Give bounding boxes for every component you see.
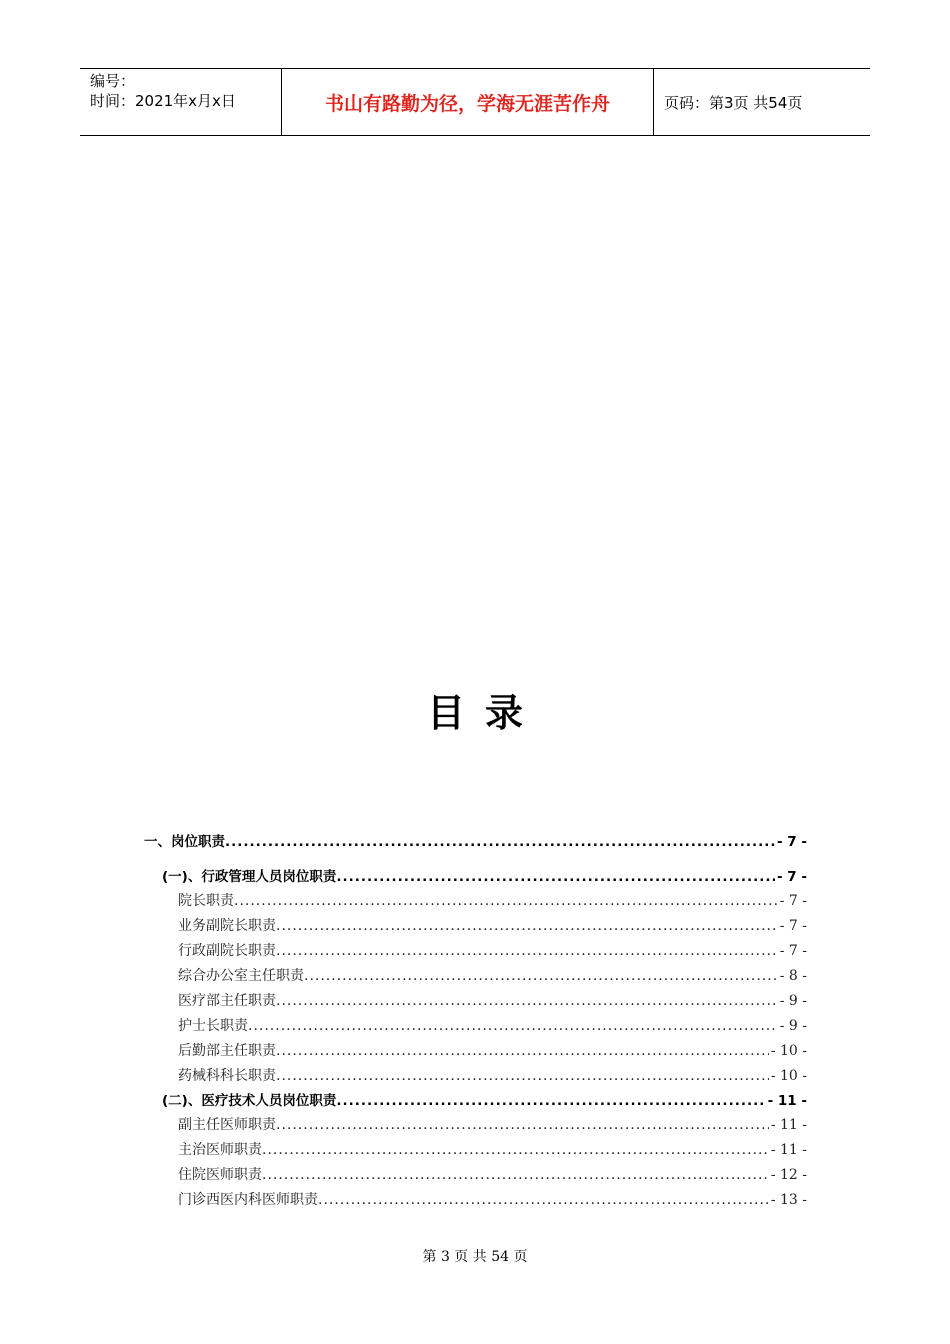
toc-entry-label: 副主任医师职责 xyxy=(178,1117,276,1133)
toc-entry-label: 住院医师职责 xyxy=(178,1167,262,1183)
toc-leader xyxy=(276,1043,769,1059)
toc-entry-label: 门诊西医内科医师职责 xyxy=(178,1192,318,1208)
toc-entry[interactable] xyxy=(162,1089,807,1111)
toc-entry-label: 后勤部主任职责 xyxy=(178,1043,276,1059)
toc-entry-page: - 7 - xyxy=(777,869,807,885)
toc-leader xyxy=(248,1018,778,1034)
toc-entry[interactable] xyxy=(178,915,807,937)
toc-entry[interactable] xyxy=(178,1164,807,1186)
toc-entry-label: 行政副院长职责 xyxy=(178,943,276,959)
toc-entry-label: 护士长职责 xyxy=(178,1018,248,1034)
toc-entry-label: 主治医师职责 xyxy=(178,1142,262,1158)
toc-entry-page: - 8 - xyxy=(779,968,807,984)
toc-leader xyxy=(276,1117,769,1133)
toc-entry-page: - 11 - xyxy=(770,1142,807,1158)
toc-leader xyxy=(336,1093,765,1109)
toc-entry[interactable] xyxy=(178,890,807,912)
toc-entry[interactable] xyxy=(178,965,807,987)
toc-entry[interactable] xyxy=(162,865,807,887)
toc-leader xyxy=(225,834,775,850)
toc-entry-page: - 7 - xyxy=(779,893,807,909)
toc-entry-label: (一)、行政管理人员岗位职责 xyxy=(162,869,337,885)
toc-leader xyxy=(234,893,778,909)
toc-leader xyxy=(276,943,778,959)
header-page-info: 页码：第3页 共54页 xyxy=(664,93,803,112)
toc-entry-page: - 7 - xyxy=(779,918,807,934)
toc-entry-label: 综合办公室主任职责 xyxy=(178,968,304,984)
toc-entry-label: 业务副院长职责 xyxy=(178,918,276,934)
page-header xyxy=(80,68,870,136)
toc-entry[interactable] xyxy=(178,990,807,1012)
toc-entry-label: 一、岗位职责 xyxy=(144,834,225,850)
toc-leader xyxy=(318,1192,769,1208)
toc-entry-page: - 9 - xyxy=(779,1018,807,1034)
toc-entry-page: - 7 - xyxy=(779,943,807,959)
toc-entry-label: 医疗部主任职责 xyxy=(178,993,276,1009)
toc-entry[interactable] xyxy=(178,940,807,962)
toc-entry-label: 院长职责 xyxy=(178,893,234,909)
toc-entry-page: - 13 - xyxy=(770,1192,807,1208)
toc-entry-label: 药械科科长职责 xyxy=(178,1068,276,1084)
toc-entry-page: - 12 - xyxy=(770,1167,807,1183)
header-meta xyxy=(80,69,281,135)
toc-leader xyxy=(262,1167,769,1183)
toc-entry[interactable] xyxy=(178,1114,807,1136)
toc-entry[interactable] xyxy=(178,1139,807,1161)
header-motto: 书山有路勤为径，学海无涯苦作舟 xyxy=(281,69,654,135)
page-footer: 第 3 页 共 54 页 xyxy=(422,1249,528,1265)
toc-leader xyxy=(276,918,778,934)
toc-leader xyxy=(304,968,778,984)
toc-entry[interactable] xyxy=(178,1040,807,1062)
toc-entry[interactable] xyxy=(178,1065,807,1087)
toc-entry-page: - 10 - xyxy=(770,1043,807,1059)
toc-leader xyxy=(336,869,775,885)
toc-entry[interactable] xyxy=(178,1015,807,1037)
toc-title: 目录 xyxy=(426,691,543,735)
time-label: 时间：2021年x月x日 xyxy=(90,92,236,110)
toc-entry-page: - 7 - xyxy=(777,834,807,850)
toc-entry-page: - 9 - xyxy=(779,993,807,1009)
toc-leader xyxy=(276,993,778,1009)
toc-entry-label: (二)、医疗技术人员岗位职责 xyxy=(162,1093,337,1109)
number-label: 编号： xyxy=(90,72,136,90)
toc-entry-page: - 11 - xyxy=(770,1117,807,1133)
toc-entry[interactable] xyxy=(144,830,807,852)
toc-entry[interactable] xyxy=(178,1189,807,1211)
toc-leader xyxy=(262,1142,769,1158)
toc-leader xyxy=(276,1068,769,1084)
toc-entry-page: - 10 - xyxy=(770,1068,807,1084)
toc-entry-page: - 11 - xyxy=(767,1093,807,1109)
